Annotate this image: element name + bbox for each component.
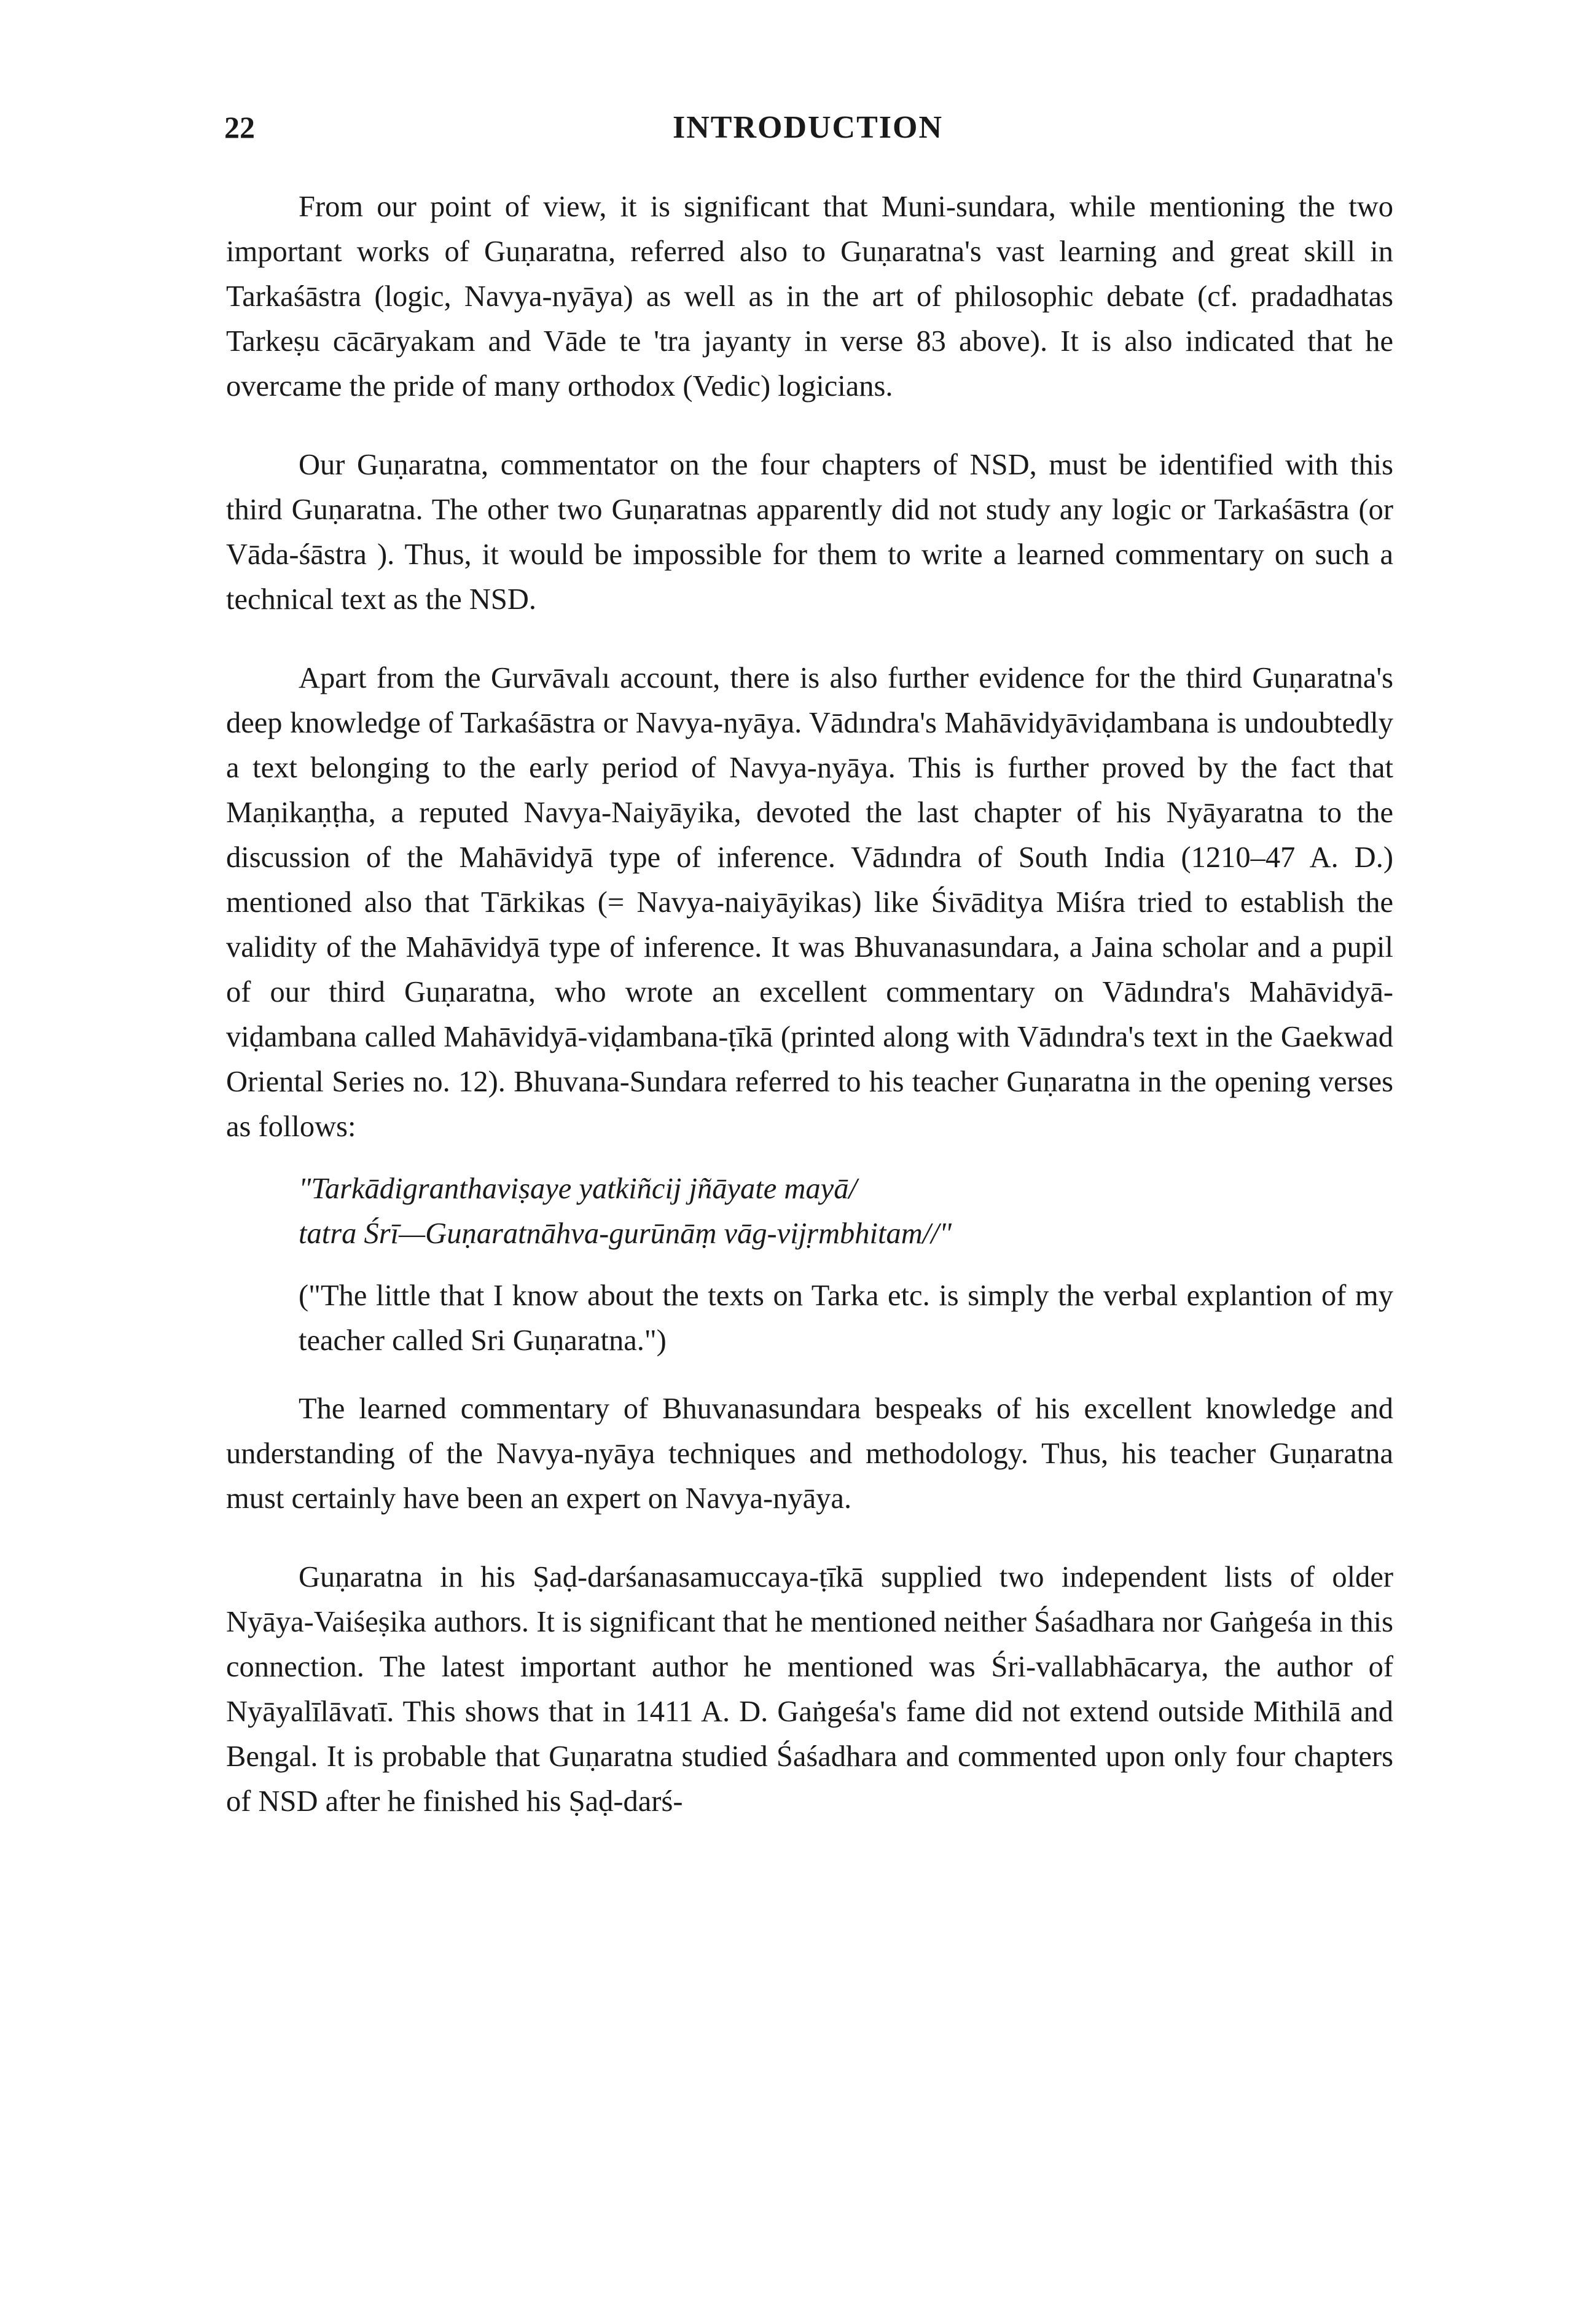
paragraph-1: From our point of view, it is significant that Muni-sundara, while mentioning the two important works of Guṇaratna, referred also to Guṇaratna's vast learning and great skill in Tarkaśāstra (logic, Navya-nyāya) as well as in the art of philosophic debate (cf. pradadhatas Tarkeṣu cācāryakam and Vāde te 'tra jayanty in verse 83 above). It is also indicated that he overcame the pride of many orthodox (Vedic) logicians. bbox=[226, 190, 1393, 403]
verse-line-1: "Tarkādigranthaviṣaye yatkiñcij jñāyate mayā/ bbox=[299, 1172, 857, 1205]
paragraph-5: Guṇaratna in his Ṣaḍ-darśanasamuccaya-ṭīkā supplied two independent lists of older Nyāya-Vaiśeṣika authors. It is significant that he mentioned neither Śaśadhara nor Gaṅgeśa in this connection. The latest important author he mentioned was Śri-vallabhācarya, the author of Nyāyalīlāvatī. This shows that in 1411 A. D. Gaṅgeśa's fame did not extend outside Mithilā and Bengal. It is probable that Guṇaratna studied Śaśadhara and commented upon only four chapters of NSD after he finished his Ṣaḍ-darś- bbox=[226, 1561, 1393, 1818]
verse-translation: ("The little that I know about the texts on Tarka etc. is simply the verbal explantion of my teacher called Sri Guṇaratna.") bbox=[299, 1279, 1393, 1357]
body-text bbox=[226, 184, 1393, 1824]
paragraph-4: The learned commentary of Bhuvanasundara bespeaks of his excellent knowledge and understanding of the Navya-nyāya techniques and methodology. Thus, his teacher Guṇaratna must certainly have been an expert on Navya-nyāya. bbox=[226, 1392, 1393, 1515]
running-head: INTRODUCTION bbox=[672, 110, 944, 145]
page-number: 22 bbox=[224, 110, 255, 144]
verse-line-2: tatra Śrī—Guṇaratnāhva-gurūnāṃ vāg-vijṛmbhitam//" bbox=[299, 1217, 952, 1250]
sanskrit-verse bbox=[299, 1166, 1393, 1256]
paragraph-3: Apart from the Gurvāvalı account, there is also further evidence for the third Guṇaratna's deep knowledge of Tarkaśāstra or Navya-nyāya. Vādındra's Mahāvidyāviḍambana is undoubtedly a text belonging to the early period of Navya-nyāya. This is further proved by the fact that Maṇikaṇṭha, a reputed Navya-Naiyāyika, devoted the last chapter of his Nyāyaratna to the discussion of the Mahāvidyā type of inference. Vādındra of South India (1210–47 A. D.) mentioned also that Tārkikas (= Navya-naiyāyikas) like Śivāditya Miśra tried to establish the validity of the Mahāvidyā type of inference. It was Bhuvanasundara, a Jaina scholar and a pupil of our third Guṇaratna, who wrote an excellent commentary on Vādındra's Mahāvidyā-viḍambana called Mahāvidyā-viḍambana-ṭīkā (printed along with Vādındra's text in the Gaekwad Oriental Series no. 12). Bhuvana-Sundara referred to his teacher Guṇaratna in the opening verses as follows: bbox=[226, 662, 1393, 1143]
page-header bbox=[224, 109, 1391, 159]
paragraph-2: Our Guṇaratna, commentator on the four chapters of NSD, must be identified with this third Guṇaratna. The other two Guṇaratnas apparently did not study any logic or Tarkaśāstra (or Vāda-śāstra ). Thus, it would be impossible for them to write a learned commentary on such a technical text as the NSD. bbox=[226, 449, 1393, 616]
